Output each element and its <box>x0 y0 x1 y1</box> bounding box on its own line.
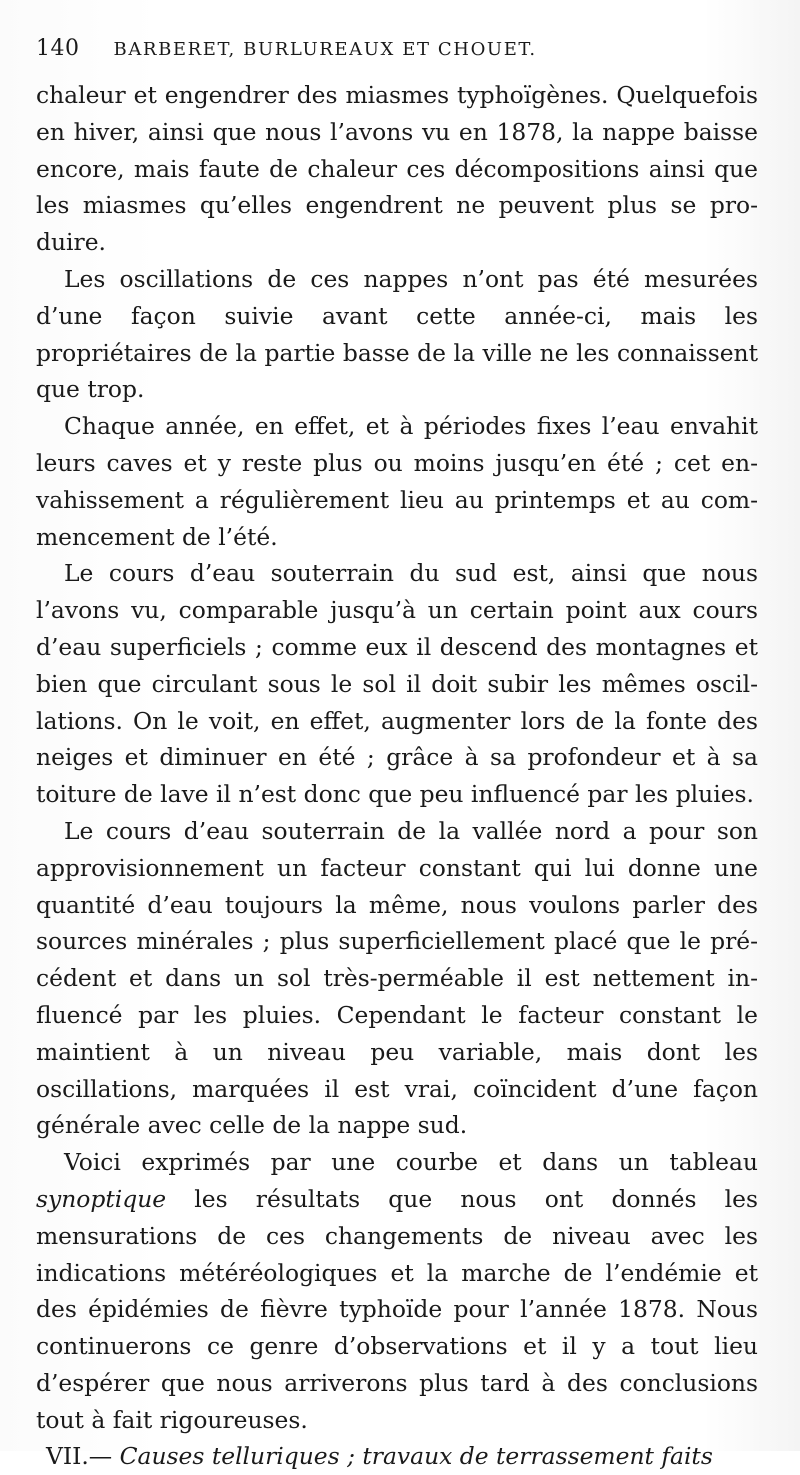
paragraph-3: Chaque année, en effet, et à périodes fixes l’eau envahit leurs caves et y reste plus ou moins jusqu’en été ; cet envahissement a régulièrement lieu au printemps et au commencement de l’été. <box>36 412 758 551</box>
paragraph-2: Les oscillations de ces nappes n’ont pas été mesurées d’une façon suivie avant cette année-ci, mais les propriétaires de la partie basse de la ville ne les connaissent que trop. <box>36 264 758 404</box>
paragraph-4: Le cours d’eau souterrain du sud est, ainsi que nous l’avons vu, comparable jusqu’à un certain point aux cours d’eau superficiels ; comme eux il descend des montagnes et bien que circulant sous le sol il doit subir les mêmes oscillations. On le voit, en effet, augmenter lors de la fonte des neiges et diminuer en été ; grâce à sa profondeur et à sa toiture de lave il n’est donc que peu influencé par les pluies. <box>36 559 758 809</box>
page-header <box>36 36 756 72</box>
running-head: BARBERET, BURLUREAUX ET CHOUET. <box>113 39 537 60</box>
body-text <box>36 77 758 1475</box>
page-number: 140 <box>36 36 80 61</box>
section-number: VII.— <box>46 1442 120 1471</box>
section-heading <box>36 1438 758 1475</box>
paragraph-6-text-start: Voici exprimés par une courbe et dans un tableau <box>64 1148 758 1177</box>
paragraph-6 <box>36 1144 758 1438</box>
paragraph-6-text-end: les résultats que nous ont donnés les mensurations de ces changements de niveau avec les indications météréologiques et la marche de l’endémie et des épidémies de fièvre typhoïde pour l’année 1878. Nous continuerons ce genre d’observations et il y a tout lieu d’espérer que nous arriverons plus tard à des conclusions tout à fait rigoureuses. <box>36 1184 758 1434</box>
paragraph-5: Le cours d’eau souterrain de la vallée nord a pour son approvisionnement un facteur constant qui lui donne une quantité d’eau toujours la même, nous voulons parler des sources minérales ; plus superficiellement placé que le précédent et dans un sol très-perméable il est nettement influencé par les pluies. Cependant le facteur constant le maintient à un niveau peu variable, mais dont les oscillations, marquées il est vrai, coïncident d’une façon générale avec celle de la nappe sud. <box>36 816 758 1140</box>
paragraph-1: chaleur et engendrer des miasmes typhoïgènes. Quelquefois en hiver, ainsi que nous l’avons vu en 1878, la nappe baisse encore, mais faute de chaleur ces décompositions ainsi que les miasmes qu’elles engendrent ne peuvent plus se produire. <box>36 81 758 257</box>
section-title: Causes telluriques ; travaux de terrassement faits <box>119 1442 713 1471</box>
paragraph-6-italic-word: synoptique <box>36 1184 167 1213</box>
